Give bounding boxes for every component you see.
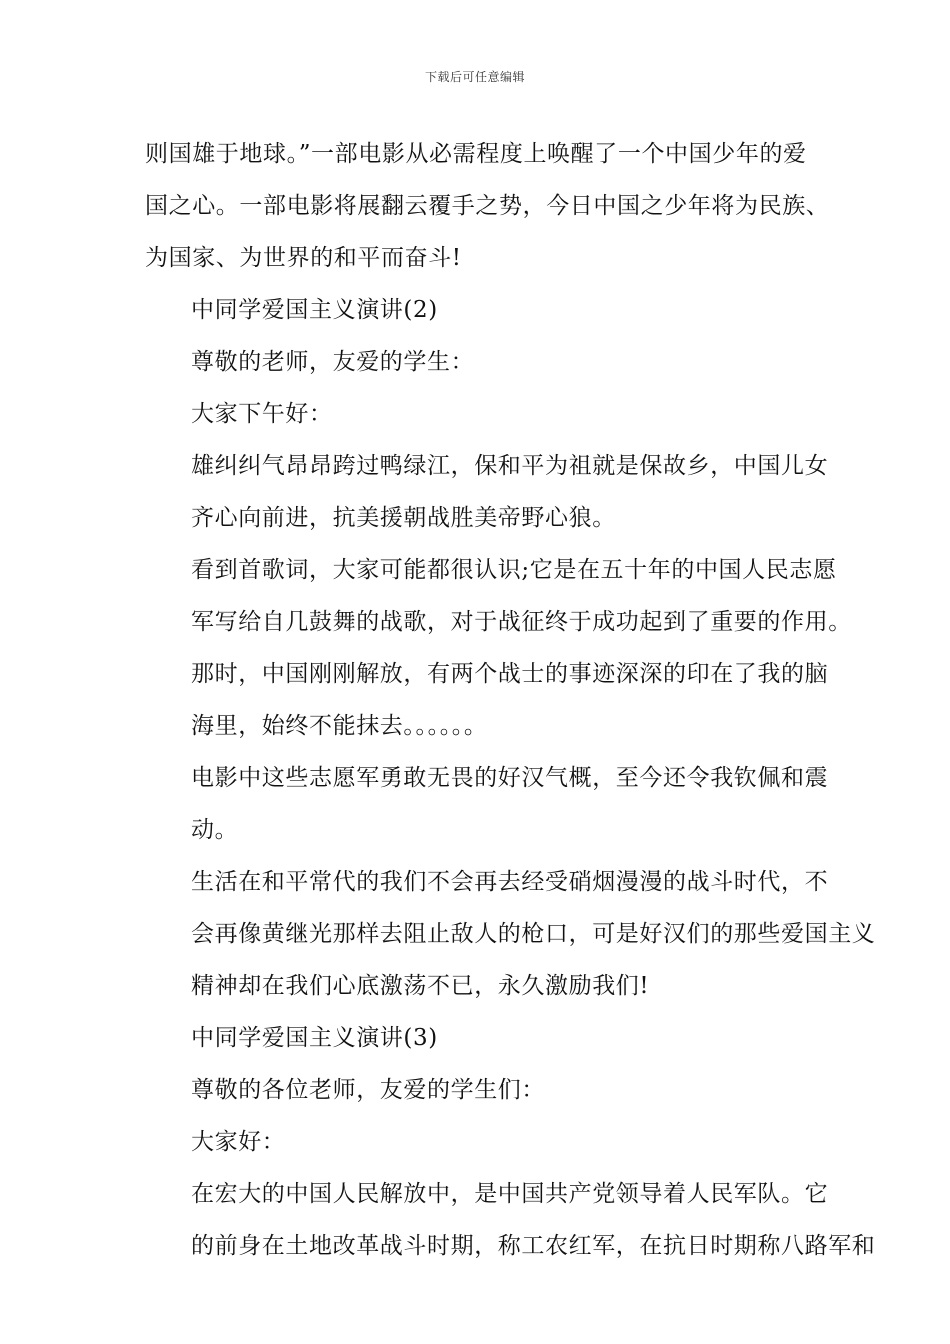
paragraph [145,440,829,544]
paragraph [145,648,829,752]
salutation-text: 尊敬的各位老师，友爱的学生们： [191,1077,545,1103]
text-line: 的前身在土地改革战斗时期，称工农红军，在抗日时期称八路军和 [191,1233,876,1259]
greeting-text: 大家好： [191,1129,286,1155]
text-line: 军写给自几鼓舞的战歌，对于战征终于成功起到了重要的作用。 [191,609,852,635]
text-line: 则国雄于地球。”一部电影从必需程度上唤醒了一个中国少年的爱 [145,141,807,167]
text-line: 电影中这些志愿军勇敢无畏的好汉气概，至今还令我钦佩和震 [191,765,829,791]
paragraph [145,128,830,284]
paragraph [145,1168,876,1272]
text-line: 雄纠纠气昂昂跨过鸭绿江，保和平为祖就是保故乡，中国儿女 [191,453,829,479]
text-line: 精神却在我们心底激荡不已，永久激励我们! [191,973,650,999]
text-line: 会再像黄继光那样去阻止敌人的枪口，可是好汉们的那些爱国主义 [191,921,876,947]
text-line: 在宏大的中国人民解放中，是中国共产党领导着人民军队。它 [191,1181,829,1207]
salutation [145,1064,805,1116]
text-line: 看到首歌词，大家可能都很认识;它是在五十年的中国人民志愿 [191,557,837,583]
text-line: 国之心。一部电影将展翻云覆手之势，今日中国之少年将为民族、 [145,193,830,219]
section-heading-text: 中同学爱国主义演讲(3) [191,1025,438,1051]
section-heading [145,1012,805,1064]
paragraph [145,752,829,856]
salutation [145,336,805,388]
text-line: 为国家、为世界的和平而奋斗! [145,245,462,271]
salutation-text: 尊敬的老师，友爱的学生： [191,349,475,375]
greeting [145,388,805,440]
text-line: 海里，始终不能抹去。。。。。。 [191,713,488,739]
text-line: 生活在和平常代的我们不会再去经受硝烟漫漫的战斗时代，不 [191,869,829,895]
text-line: 那时，中国刚刚解放，有两个战士的事迹深深的印在了我的脑 [191,661,829,687]
greeting [145,1116,805,1168]
document-body [145,128,876,1272]
text-line: 动。 [191,817,239,843]
paragraph [145,856,876,1012]
greeting-text: 大家下午好： [191,401,333,427]
paragraph [145,544,852,648]
section-heading-text: 中同学爱国主义演讲(2) [191,297,438,323]
section-heading [145,284,805,336]
page-header-note: 下载后可任意编辑 [424,70,525,84]
text-line: 齐心向前进，抗美援朝战胜美帝野心狼。 [191,505,616,531]
